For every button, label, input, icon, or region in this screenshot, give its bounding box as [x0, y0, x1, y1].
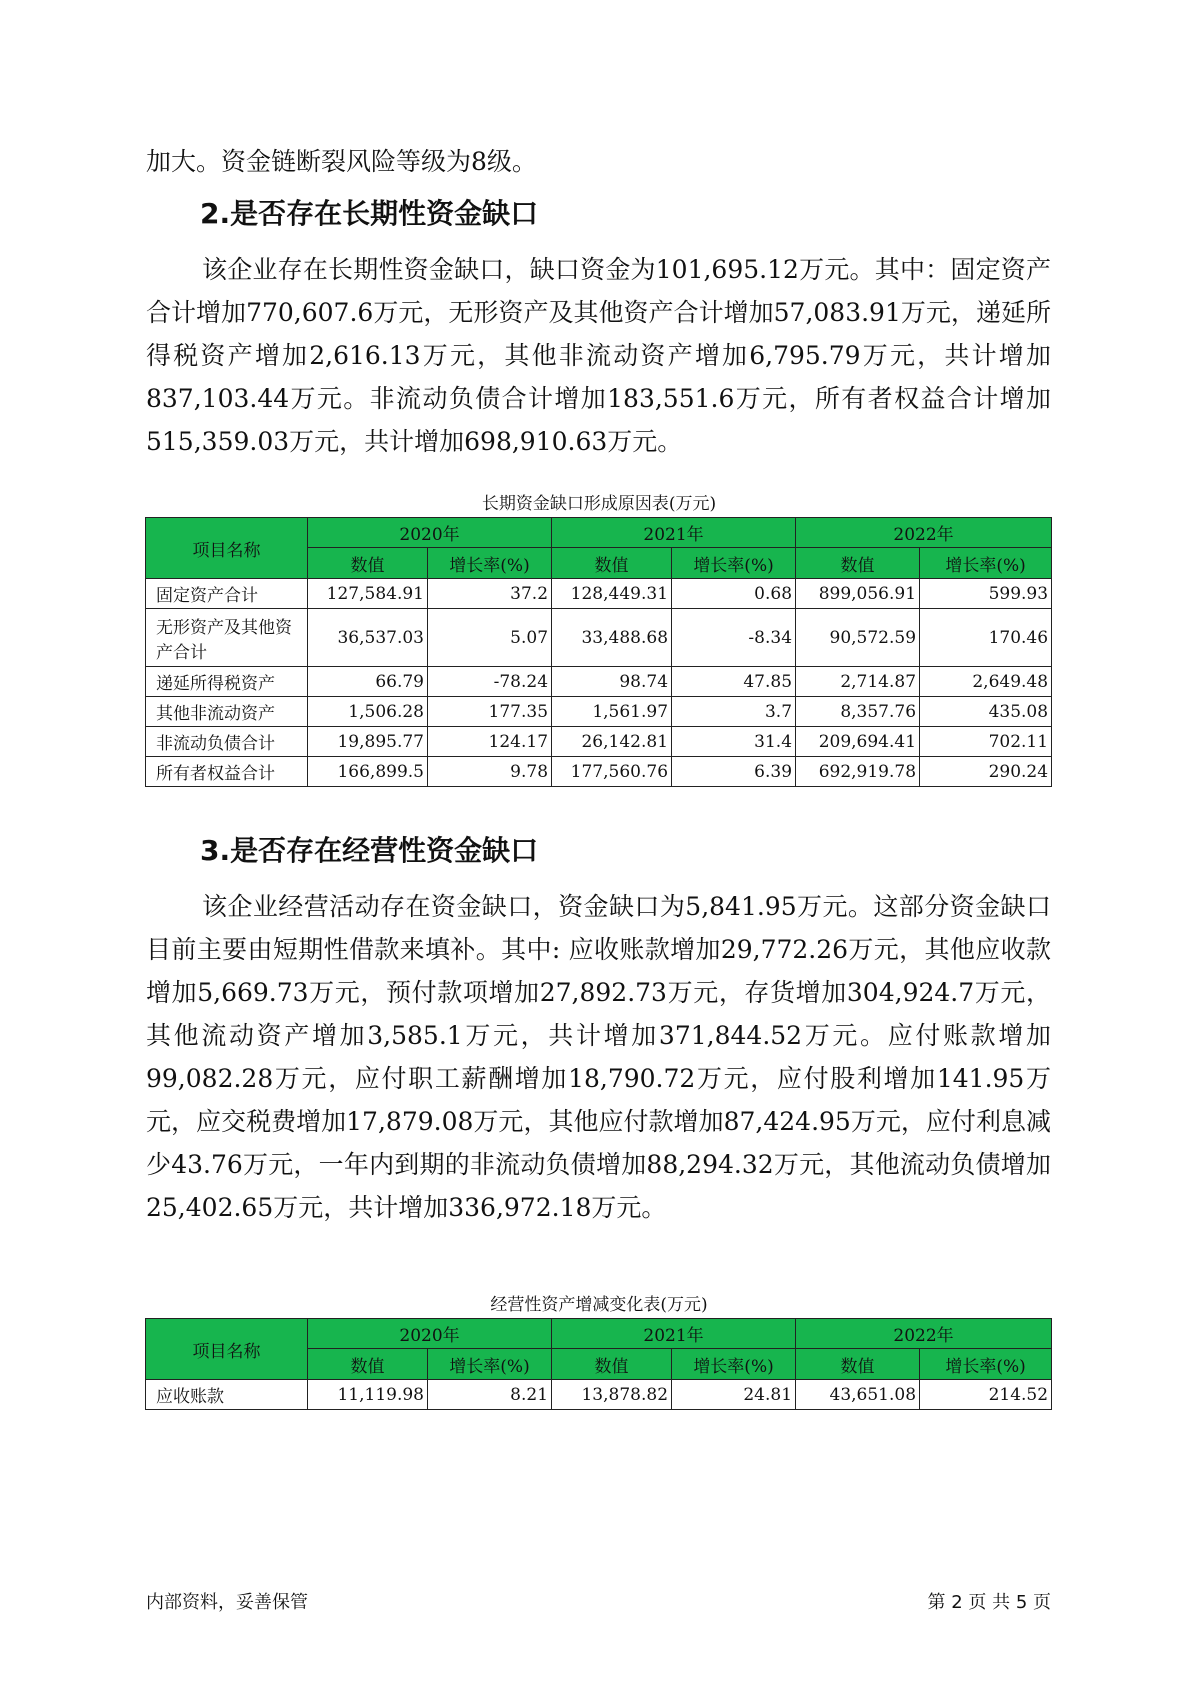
growth-rate-header: 增长率(%) — [428, 548, 552, 579]
value-cell: 899,056.91 — [796, 579, 920, 609]
growth-rate-cell: 37.2 — [428, 579, 552, 609]
row-item-name: 递延所得税资产 — [146, 667, 308, 697]
table-row — [146, 1380, 1052, 1410]
table-row — [146, 727, 1052, 757]
value-header: 数值 — [308, 1349, 428, 1380]
value-cell: 127,584.91 — [308, 579, 428, 609]
growth-rate-cell: 177.35 — [428, 697, 552, 727]
value-cell: 13,878.82 — [552, 1380, 672, 1410]
row-item-name: 应收账款 — [146, 1380, 308, 1410]
growth-rate-cell: 31.4 — [672, 727, 796, 757]
growth-rate-cell: 8.21 — [428, 1380, 552, 1410]
value-cell: 8,357.76 — [796, 697, 920, 727]
growth-rate-cell: 24.81 — [672, 1380, 796, 1410]
growth-rate-header: 增长率(%) — [920, 1349, 1052, 1380]
table-1-caption: 长期资金缺口形成原因表(万元) — [481, 494, 717, 514]
table-row — [146, 609, 1052, 667]
table-row — [146, 697, 1052, 727]
row-item-name: 所有者权益合计 — [146, 757, 308, 787]
value-header: 数值 — [552, 1349, 672, 1380]
value-cell: 128,449.31 — [552, 579, 672, 609]
value-cell: 692,919.78 — [796, 757, 920, 787]
growth-rate-cell: -78.24 — [428, 667, 552, 697]
footer-confidential-note: 内部资料，妥善保管 — [146, 1592, 308, 1613]
table-1-body — [146, 579, 1052, 787]
table-row — [146, 579, 1052, 609]
growth-rate-header: 增长率(%) — [920, 548, 1052, 579]
growth-rate-header: 增长率(%) — [672, 1349, 796, 1380]
operating-assets-table — [145, 1318, 1052, 1410]
year-header: 2020年 — [308, 1319, 552, 1349]
row-item-name: 无形资产及其他资产合计 — [146, 609, 308, 667]
value-cell: 209,694.41 — [796, 727, 920, 757]
growth-rate-header: 增长率(%) — [428, 1349, 552, 1380]
value-header: 数值 — [796, 1349, 920, 1380]
value-header: 数值 — [552, 548, 672, 579]
row-item-name: 非流动负债合计 — [146, 727, 308, 757]
year-header: 2022年 — [796, 518, 1052, 548]
row-item-name: 固定资产合计 — [146, 579, 308, 609]
growth-rate-cell: 9.78 — [428, 757, 552, 787]
growth-rate-header: 增长率(%) — [672, 548, 796, 579]
growth-rate-cell: 124.17 — [428, 727, 552, 757]
growth-rate-cell: 599.93 — [920, 579, 1052, 609]
value-cell: 98.74 — [552, 667, 672, 697]
value-cell: 43,651.08 — [796, 1380, 920, 1410]
value-cell: 26,142.81 — [552, 727, 672, 757]
section-2-paragraph: 该企业存在长期性资金缺口，缺口资金为101,695.12万元。其中：固定资产合计增加770,607.6万元，无形资产及其他资产合计增加57,083.91万元，递延所得税资产增加2,616.13万元，其他非流动资产增加6,795.79万元，共计增加837,103.44万元。非流动负债合计增加183,551.6万元，所有者权益合计增加515,359.03万元，共计增加698,910.63万元。 — [146, 255, 1051, 456]
growth-rate-cell: 170.46 — [920, 609, 1052, 667]
value-cell: 90,572.59 — [796, 609, 920, 667]
value-cell: 1,561.97 — [552, 697, 672, 727]
growth-rate-cell: 0.68 — [672, 579, 796, 609]
item-name-header: 项目名称 — [146, 518, 308, 579]
value-cell: 2,714.87 — [796, 667, 920, 697]
value-cell: 66.79 — [308, 667, 428, 697]
table-row — [146, 757, 1052, 787]
growth-rate-cell: 47.85 — [672, 667, 796, 697]
intro-line: 加大。资金链断裂风险等级为8级。 — [146, 147, 537, 176]
value-header: 数值 — [308, 548, 428, 579]
growth-rate-cell: 702.11 — [920, 727, 1052, 757]
value-cell: 33,488.68 — [552, 609, 672, 667]
value-cell: 36,537.03 — [308, 609, 428, 667]
value-cell: 1,506.28 — [308, 697, 428, 727]
year-header: 2022年 — [796, 1319, 1052, 1349]
long-term-gap-table — [145, 517, 1052, 787]
value-cell: 11,119.98 — [308, 1380, 428, 1410]
year-header: 2021年 — [552, 518, 796, 548]
growth-rate-cell: 290.24 — [920, 757, 1052, 787]
table-row — [146, 667, 1052, 697]
value-cell: 166,899.5 — [308, 757, 428, 787]
growth-rate-cell: 2,649.48 — [920, 667, 1052, 697]
value-header: 数值 — [796, 548, 920, 579]
table-2-caption: 经营性资产增减变化表(万元) — [490, 1295, 708, 1315]
growth-rate-cell: 5.07 — [428, 609, 552, 667]
value-cell: 19,895.77 — [308, 727, 428, 757]
section-3-heading: 3.是否存在经营性资金缺口 — [200, 834, 539, 867]
section-2-heading: 2.是否存在长期性资金缺口 — [200, 197, 539, 230]
year-header: 2020年 — [308, 518, 552, 548]
growth-rate-cell: 3.7 — [672, 697, 796, 727]
year-header: 2021年 — [552, 1319, 796, 1349]
table-2-body — [146, 1380, 1052, 1410]
growth-rate-cell: -8.34 — [672, 609, 796, 667]
row-item-name: 其他非流动资产 — [146, 697, 308, 727]
growth-rate-cell: 214.52 — [920, 1380, 1052, 1410]
item-name-header: 项目名称 — [146, 1319, 308, 1380]
value-cell: 177,560.76 — [552, 757, 672, 787]
section-3-paragraph: 该企业经营活动存在资金缺口，资金缺口为5,841.95万元。这部分资金缺口目前主要由短期性借款来填补。其中: 应收账款增加29,772.26万元，其他应收款增加5,669.73万元，预付款项增加27,892.73万元，存货增加304,924.7万元，其他流动资产增加3,585.1万元，共计增加371,844.52万元。应付账款增加99,082.28万元，应付职工薪酬增加18,790.72万元，应付股利增加141.95万元，应交税费增加17,879.08万元，其他应付款增加87,424.95万元，应付利息减少43.76万元，一年内到期的非流动负债增加88,294.32万元，其他流动负债增加25,402.65万元，共计增加336,972.18万元。 — [146, 892, 1051, 1222]
footer-page-number: 第 2 页 共 5 页 — [927, 1592, 1051, 1613]
growth-rate-cell: 435.08 — [920, 697, 1052, 727]
growth-rate-cell: 6.39 — [672, 757, 796, 787]
